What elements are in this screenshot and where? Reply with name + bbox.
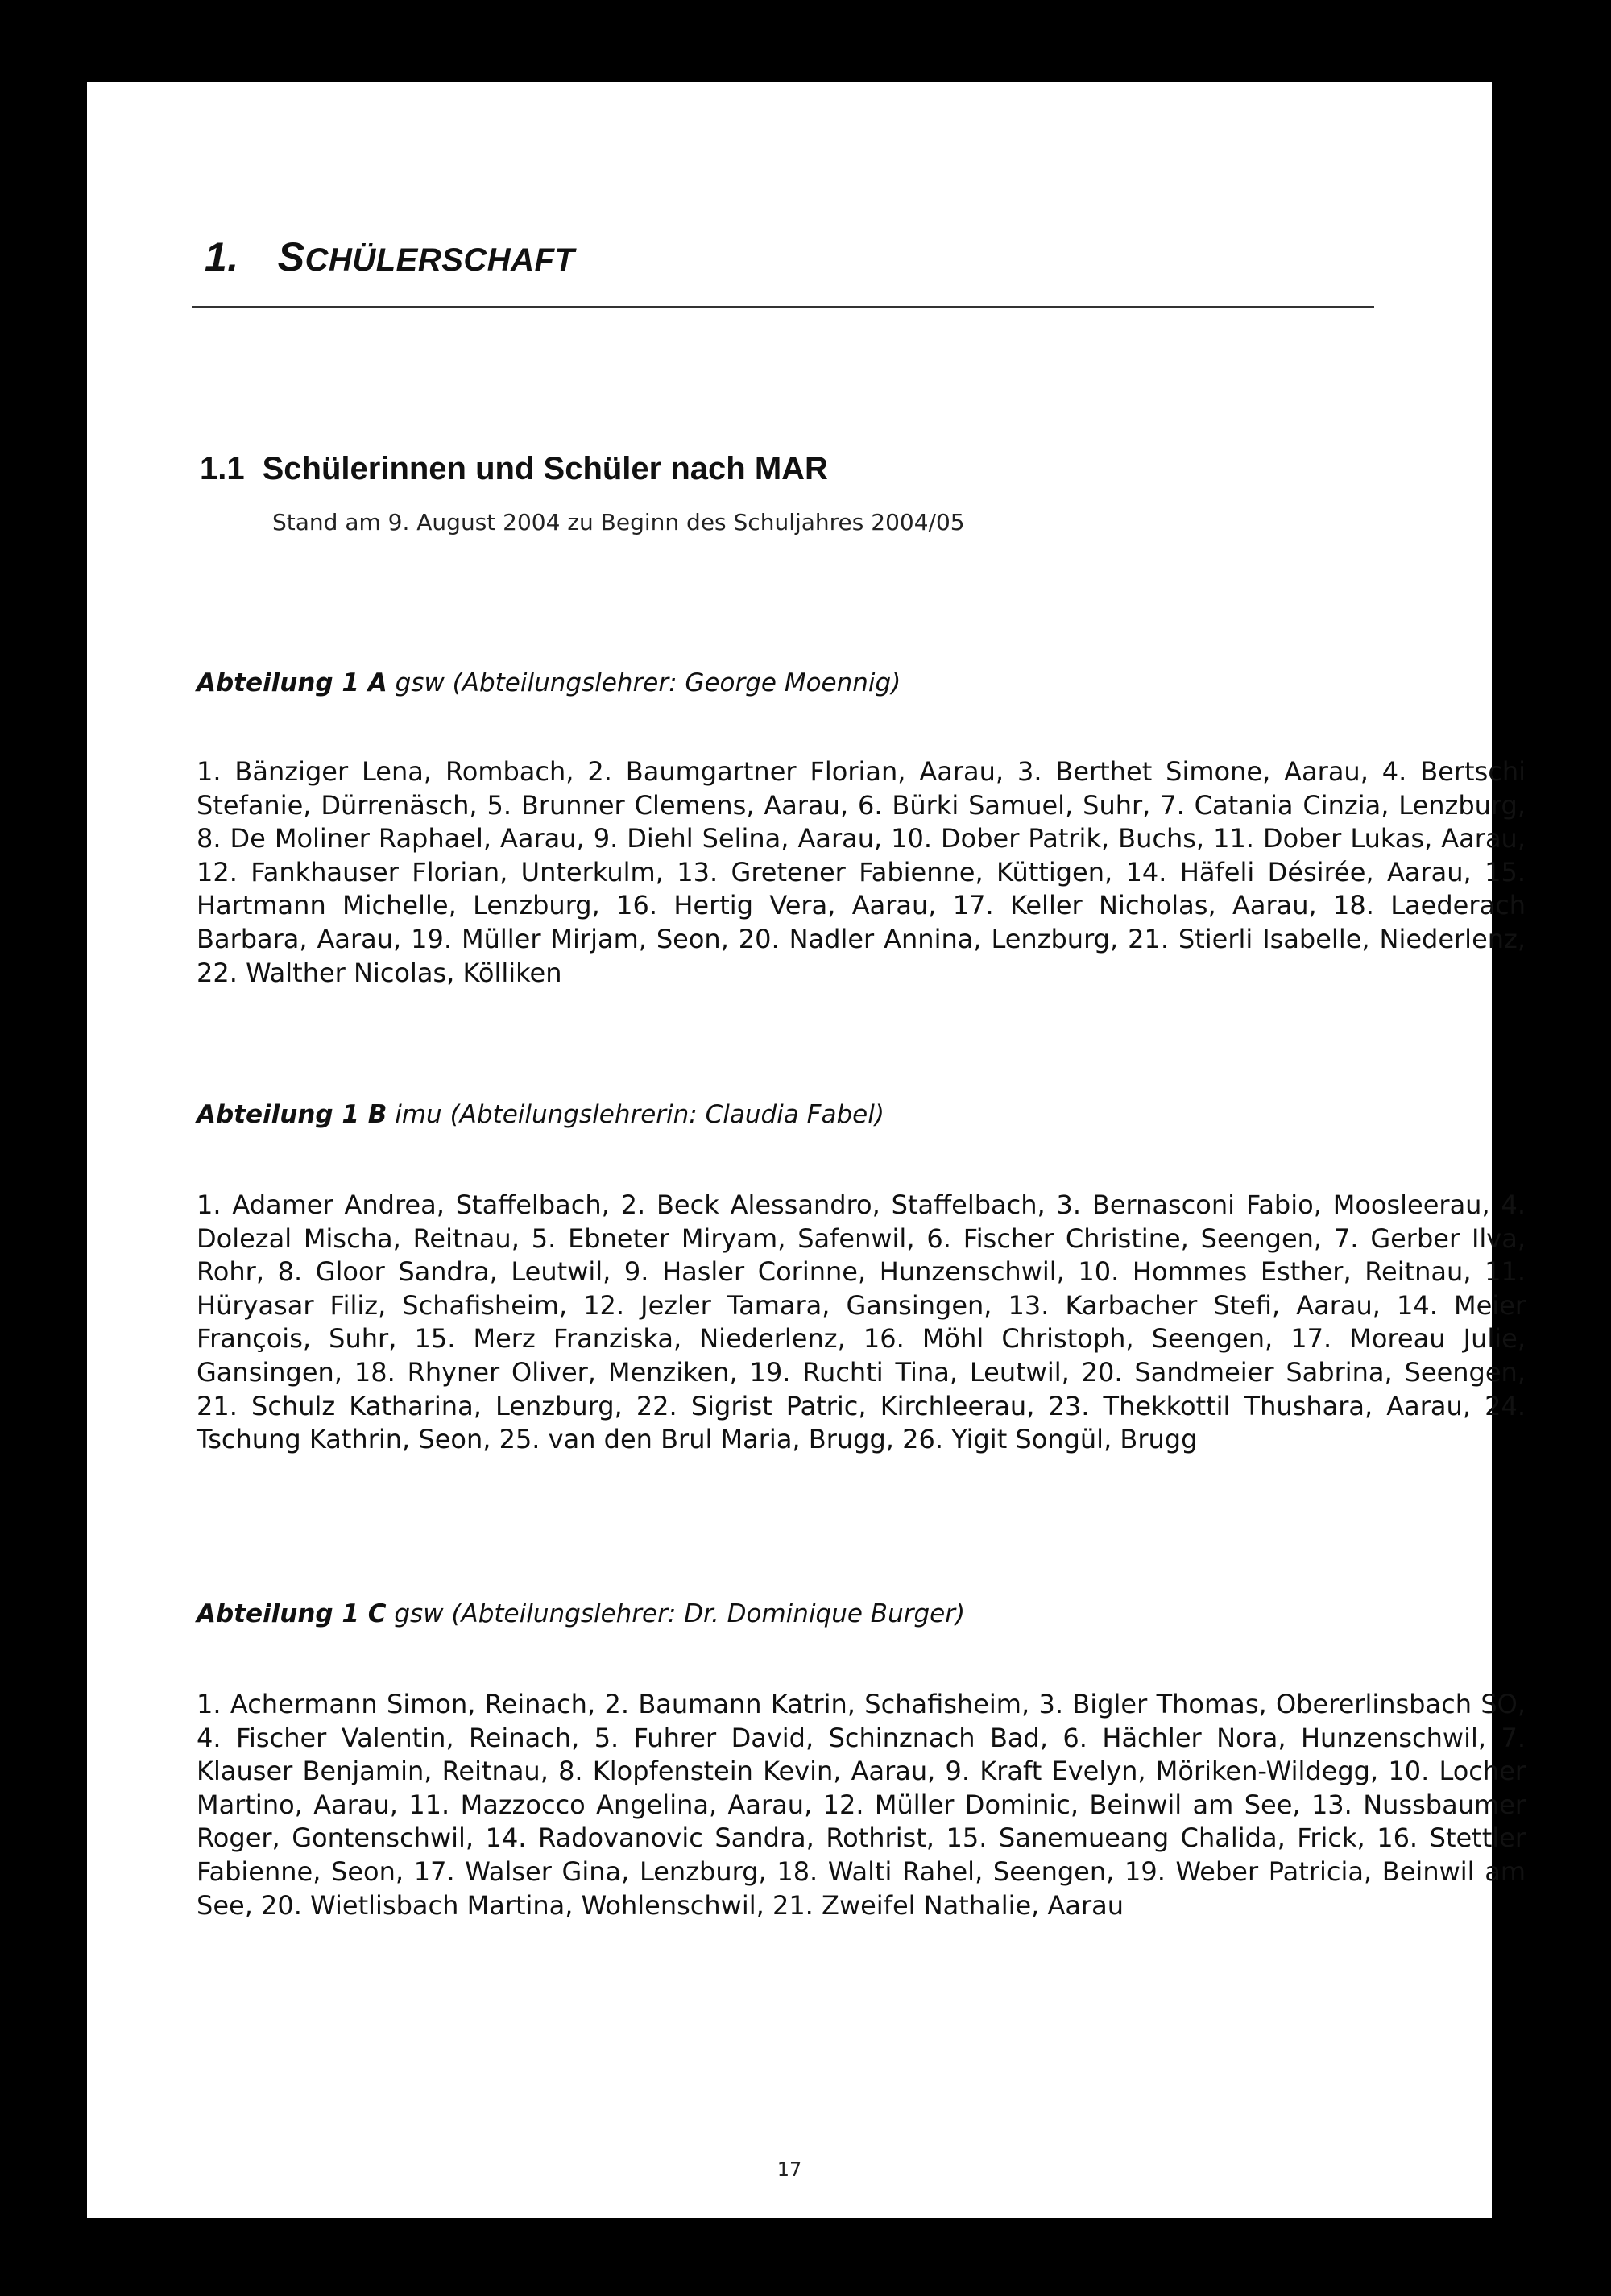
department-profile: imu — [395, 1100, 442, 1129]
stand-date-note: Stand am 9. August 2004 zu Beginn des Schuljahres 2004/05 — [272, 509, 965, 536]
section-title-text: Schülerinnen und Schüler nach MAR — [262, 451, 828, 486]
student-list: 1. Adamer Andrea, Staffelbach, 2. Beck Alessandro, Staffelbach, 3. Bernasconi Fabio, Moosleerau, 4. Dolezal Mischa, Reitnau, 5. Ebneter Miryam, Safenwil, 6. Fischer Christine, Seengen, 7. Gerber Ilva, Rohr, 8. Gloor Sandra, Leutwil, 9. Hasler Corinne, Hunzenschwil, 10. Hommes Esther, Reitnau, 11. Hüryasar Filiz, Schafisheim, 12. Jezler Tamara, Gansingen, 13. Karbacher Stefi, Aarau, 14. Meier François, Suhr, 15. Merz Franziska, Niederlenz, 16. Möhl Christoph, Seengen, 17. Moreau Julie, Gansingen, 18. Rhyner Oliver, Menziken, 19. Ruchti Tina, Leutwil, 20. Sandmeier Sabrina, Seengen, 21. Schulz Katharina, Lenzburg, 22. Sigrist Patric, Kirchleerau, 23. Thekkottil Thushara, Aarau, 24. Tschung Kathrin, Seon, 25. van den Brul Maria, Brugg, 26. Yigit Songül, Brugg — [197, 1189, 1526, 1455]
department-heading — [197, 1599, 1534, 1628]
chapter-divider — [192, 306, 1374, 308]
chapter-number: 1. — [205, 234, 239, 279]
chapter-title-text: CHÜLERSCHAFT — [304, 242, 575, 278]
department-profile: gsw — [395, 668, 445, 697]
department-profile: gsw — [394, 1599, 444, 1628]
department-heading — [197, 1100, 1534, 1129]
chapter-title-initial: S — [277, 234, 305, 279]
department-teacher: (Abteilungslehrer: Dr. Dominique Burger) — [451, 1599, 966, 1628]
department-1c — [197, 1599, 1534, 1921]
section-title — [200, 451, 828, 487]
student-list: 1. Bänziger Lena, Rombach, 2. Baumgartner Florian, Aarau, 3. Berthet Simone, Aarau, 4. Bertschi Stefanie, Dürrenäsch, 5. Brunner Clemens, Aarau, 6. Bürki Samuel, Suhr, 7. Catania Cinzia, Lenzburg, 8. De Moliner Raphael, Aarau, 9. Diehl Selina, Aarau, 10. Dober Patrik, Buchs, 11. Dober Lukas, Aarau, 12. Fankhauser Florian, Unterkulm, 13. Gretener Fabienne, Küttigen, 14. Häfeli Désirée, Aarau, 15. Hartmann Michelle, Lenzburg, 16. Hertig Vera, Aarau, 17. Keller Nicholas, Aarau, 18. Laederach Barbara, Aarau, 19. Müller Mirjam, Seon, 20. Nadler Annina, Lenzburg, 21. Stierli Isabelle, Niederlenz, 22. Walther Nicolas, Kölliken — [197, 756, 1526, 988]
section-number: 1.1 — [200, 451, 245, 486]
department-teacher: (Abteilungslehrer: George Moennig) — [452, 668, 901, 697]
chapter-title — [205, 234, 574, 280]
department-heading — [197, 668, 1534, 697]
document-page — [87, 82, 1526, 2218]
department-teacher: (Abteilungslehrerin: Claudia Fabel) — [449, 1100, 884, 1129]
department-1b — [197, 1100, 1534, 1455]
department-label: Abteilung 1 B — [197, 1100, 387, 1129]
page-number: 17 — [777, 2158, 802, 2181]
department-label: Abteilung 1 A — [197, 668, 387, 697]
department-label: Abteilung 1 C — [197, 1599, 387, 1628]
department-1a — [197, 668, 1534, 988]
student-list: 1. Achermann Simon, Reinach, 2. Baumann Katrin, Schafisheim, 3. Bigler Thomas, Obererlinsbach SO, 4. Fischer Valentin, Reinach, 5. Fuhrer David, Schinznach Bad, 6. Hächler Nora, Hunzenschwil, 7. Klauser Benjamin, Reitnau, 8. Klopfenstein Kevin, Aarau, 9. Kraft Evelyn, Möriken-Wildegg, 10. Locher Martino, Aarau, 11. Mazzocco Angelina, Aarau, 12. Müller Dominic, Beinwil am See, 13. Nussbaumer Roger, Gontenschwil, 14. Radovanovic Sandra, Rothrist, 15. Sanemueang Chalida, Frick, 16. Stettler Fabienne, Seon, 17. Walser Gina, Lenzburg, 18. Walti Rahel, Seengen, 19. Weber Patricia, Beinwil am See, 20. Wietlisbach Martina, Wohlenschwil, 21. Zweifel Nathalie, Aarau — [197, 1689, 1526, 1921]
